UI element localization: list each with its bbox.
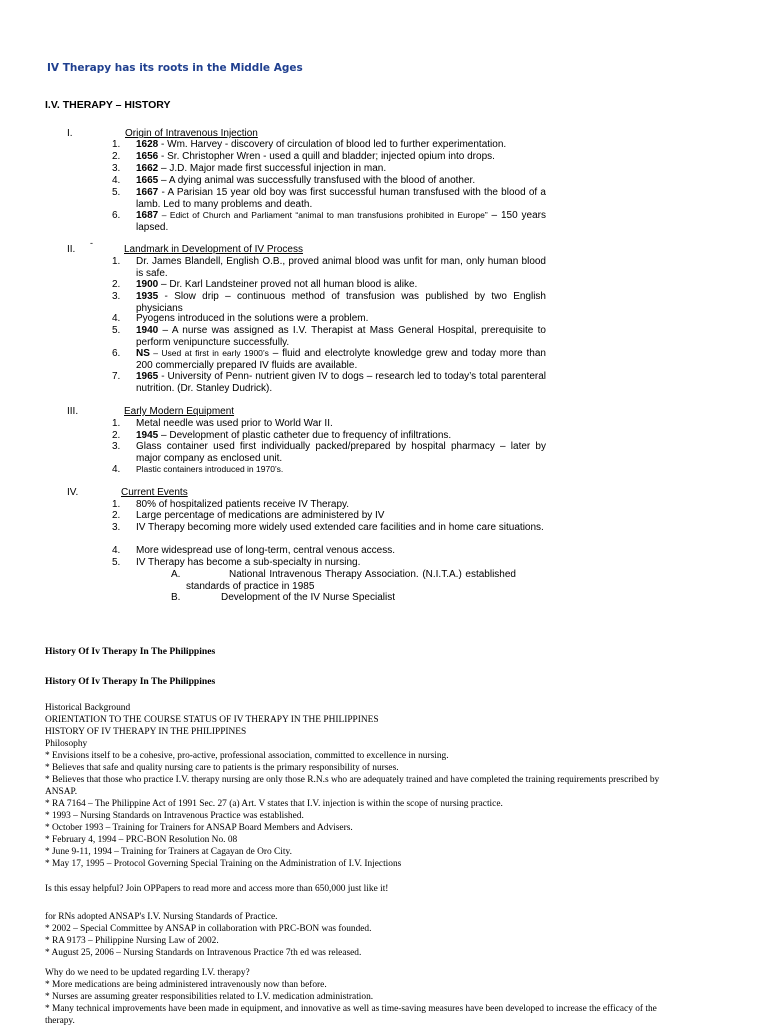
- ph-line: * February 4, 1994 – PRC-BON Resolution No. 08: [45, 835, 238, 845]
- item-number: 3.: [112, 291, 121, 302]
- item-body-text: – J.D. Major made first successful injection in man.: [158, 163, 387, 174]
- section-title: Early Modern Equipment: [124, 406, 235, 417]
- item-number: 6.: [112, 210, 121, 221]
- subitem-text: National Intravenous Therapy Association. (N.I.T.A.) established standards of practice in 1985: [186, 569, 516, 592]
- section-title: Origin of Intravenous Injection: [125, 128, 258, 139]
- item-body-text: – A nurse was assigned as I.V. Therapist at Mass General Hospital, prerequisite to perform venipuncture successfully.: [136, 325, 546, 348]
- ph-line: * Many technical improvements have been made in equipment, and innovative as well as time-saving measures have been developed to increase the efficacy of the: [45, 1004, 657, 1014]
- item-year: 1945: [136, 430, 159, 441]
- item-year: 1628: [136, 139, 159, 150]
- item-text: [136, 430, 546, 442]
- item-text: [136, 279, 546, 291]
- item-text: [136, 151, 546, 163]
- item-number: 1.: [112, 139, 121, 150]
- ph-line: * RA 7164 – The Philippine Act of 1991 Sec. 27 (a) Art. V states that I.V. injection is within the scope of nursing practice.: [45, 799, 503, 809]
- item-year: 1935: [136, 291, 159, 302]
- item-text: [136, 210, 546, 233]
- item-number: 7.: [112, 371, 121, 382]
- ph-line: * Envisions itself to be a cohesive, pro-active, professional association, committed to excellence in nursing.: [45, 751, 449, 761]
- ph-line: ORIENTATION TO THE COURSE STATUS OF IV THERAPY IN THE PHILIPPINES: [45, 715, 379, 725]
- item-text: [136, 522, 546, 534]
- item-body-text: Metal needle was used prior to World War II.: [136, 418, 333, 429]
- item-year: 1687: [136, 210, 159, 221]
- item-text: [136, 510, 546, 522]
- item-number: 4.: [112, 464, 121, 475]
- item-number: 2.: [112, 430, 121, 441]
- ph-line: * Believes that those who practice I.V. therapy nursing are only those R.N.s who are adequately trained and have completed the training requirements prescribed by: [45, 775, 660, 785]
- item-body-text: Pyogens introduced in the solutions were a problem.: [136, 313, 369, 324]
- ph-line: therapy.: [45, 1016, 75, 1026]
- item-number: 2.: [112, 279, 121, 290]
- item-number: 1.: [112, 499, 121, 510]
- item-body-text: - University of Penn- nutrient given IV to dogs – research led to today’s total parenteral nutrition. (Dr. Stanley Dudrick).: [136, 371, 546, 394]
- item-small-text: – Edict of Church and Parliament “animal to man transfusions prohibited in Europe”: [158, 210, 488, 220]
- ph-line: HISTORY OF IV THERAPY IN THE PHILIPPINES: [45, 727, 247, 737]
- item-text: [136, 175, 546, 187]
- item-number: 4.: [112, 175, 121, 186]
- item-number: 5.: [112, 557, 121, 568]
- item-text: [136, 256, 546, 279]
- ph-line: for RNs adopted ANSAP's I.V. Nursing Standards of Practice.: [45, 912, 278, 922]
- item-year: 1940: [136, 325, 159, 336]
- ph-heading-1: History Of Iv Therapy In The Philippines: [45, 646, 216, 657]
- stray-dash: -: [90, 238, 93, 248]
- ph-line: * October 1993 – Training for Trainers for ANSAP Board Members and Advisers.: [45, 823, 353, 833]
- section-numeral: IV.: [67, 487, 79, 498]
- item-body-text: More widespread use of long-term, central venous access.: [136, 545, 396, 556]
- ph-line: * 2002 – Special Committee by ANSAP in collaboration with PRC-BON was founded.: [45, 924, 372, 934]
- item-body-text: - Slow drip – continuous method of transfusion was published by two English physicians: [136, 291, 546, 314]
- ph-line: ANSAP.: [45, 787, 78, 797]
- ph-line: * August 25, 2006 – Nursing Standards on Intravenous Practice 7th ed was released.: [45, 948, 362, 958]
- item-number: 1.: [112, 418, 121, 429]
- item-body-text: – 150 years lapsed.: [136, 210, 546, 233]
- item-number: 2.: [112, 510, 121, 521]
- item-body-text: IV Therapy has become a sub-specialty in nursing.: [136, 557, 361, 568]
- section-numeral: II.: [67, 244, 76, 255]
- ph-line: Historical Background: [45, 703, 131, 713]
- promo-text: Is this essay helpful? Join OPPapers to read more and access more than 650,000 just like it!: [45, 884, 389, 894]
- ph-line: * Believes that safe and quality nursing care to patients is the primary responsibility of nurses.: [45, 763, 399, 773]
- item-body-text: IV Therapy becoming more widely used extended care facilities and in home care situations.: [136, 522, 544, 533]
- item-text: [136, 557, 546, 569]
- item-text: [136, 371, 546, 394]
- history-heading: I.V. THERAPY – HISTORY: [45, 99, 171, 111]
- item-body-text: – fluid and electrolyte knowledge grew and today more than 200 commercially prepared IV fluids are available.: [136, 348, 546, 371]
- item-year: 1665: [136, 175, 159, 186]
- item-number: 2.: [112, 151, 121, 162]
- item-body-text: 80% of hospitalized patients receive IV Therapy.: [136, 499, 350, 510]
- subitem-letter: A.: [171, 569, 181, 580]
- item-number: 4.: [112, 313, 121, 324]
- item-year: 1900: [136, 279, 159, 290]
- item-number: 4.: [112, 545, 121, 556]
- item-number: 1.: [112, 256, 121, 267]
- ph-line: * 1993 – Nursing Standards on Intravenous Practice was established.: [45, 811, 304, 821]
- section-numeral: I.: [67, 128, 73, 139]
- item-text: [136, 441, 546, 464]
- ph-heading-2: History Of Iv Therapy In The Philippines: [45, 676, 216, 687]
- ph-line: * May 17, 1995 – Protocol Governing Special Training on the Administration of I.V. Injections: [45, 859, 402, 869]
- item-text: [136, 291, 546, 314]
- section-numeral: III.: [67, 406, 79, 417]
- item-number: 3.: [112, 441, 121, 452]
- item-number: 5.: [112, 325, 121, 336]
- item-text: [136, 139, 546, 151]
- ph-line: * June 9-11, 1994 – Training for Trainers at Cagayan de Oro City.: [45, 847, 292, 857]
- item-text: [136, 163, 546, 175]
- ph-line: * Nurses are assuming greater responsibilities related to I.V. medication administration.: [45, 992, 374, 1002]
- item-body-text: - A Parisian 15 year old boy was first successful human transfused with the blood of a lamb. Led to many problems and death.: [136, 187, 546, 210]
- item-body-text: – A dying animal was successfully transfused with the blood of another.: [158, 175, 476, 186]
- item-text: [136, 464, 546, 476]
- section-title: Landmark in Development of IV Process: [124, 244, 303, 255]
- item-text: [136, 348, 546, 371]
- section-title: Current Events: [121, 487, 188, 498]
- document-title: IV Therapy has its roots in the Middle Ages: [47, 62, 303, 74]
- ph-line: * More medications are being administered intravenously now than before.: [45, 980, 327, 990]
- item-text: [136, 187, 546, 210]
- item-body-text: – Development of plastic catheter due to frequency of infiltrations.: [158, 430, 452, 441]
- ph-line: Why do we need to be updated regarding I.V. therapy?: [45, 968, 250, 978]
- item-body-text: Large percentage of medications are administered by IV: [136, 510, 385, 521]
- item-body-text: – Dr. Karl Landsteiner proved not all human blood is alike.: [158, 279, 418, 290]
- item-year: 1667: [136, 187, 159, 198]
- subitem-letter: B.: [171, 592, 181, 603]
- item-number: 5.: [112, 187, 121, 198]
- item-text: [136, 418, 546, 430]
- item-small-text: – Used at first in early 1900’s: [149, 348, 269, 358]
- item-body-text: - Wm. Harvey - discovery of circulation of blood led to further experimentation.: [158, 139, 507, 150]
- item-text: [136, 545, 546, 557]
- item-year: 1656: [136, 151, 159, 162]
- item-year: 1662: [136, 163, 159, 174]
- item-text: [136, 313, 546, 325]
- item-year: 1965: [136, 371, 159, 382]
- item-body-text: Glass container used first individually packed/prepared by hospital pharmacy – later by major company as enclosed unit.: [136, 441, 546, 464]
- item-small-text: Plastic containers introduced in 1970’s.: [136, 464, 284, 474]
- item-text: [136, 325, 546, 348]
- item-body-text: - Sr. Christopher Wren - used a quill and bladder; injected opium into drops.: [158, 151, 495, 162]
- item-year: NS: [136, 348, 150, 359]
- item-body-text: Dr. James Blandell, English O.B., proved animal blood was unfit for man, only human blood is safe.: [136, 256, 546, 279]
- item-number: 3.: [112, 522, 121, 533]
- ph-line: * RA 9173 – Philippine Nursing Law of 2002.: [45, 936, 219, 946]
- ph-line: Philosophy: [45, 739, 88, 749]
- item-number: 3.: [112, 163, 121, 174]
- item-text: [136, 499, 546, 511]
- item-number: 6.: [112, 348, 121, 359]
- subitem-text: Development of the IV Nurse Specialist: [221, 592, 395, 603]
